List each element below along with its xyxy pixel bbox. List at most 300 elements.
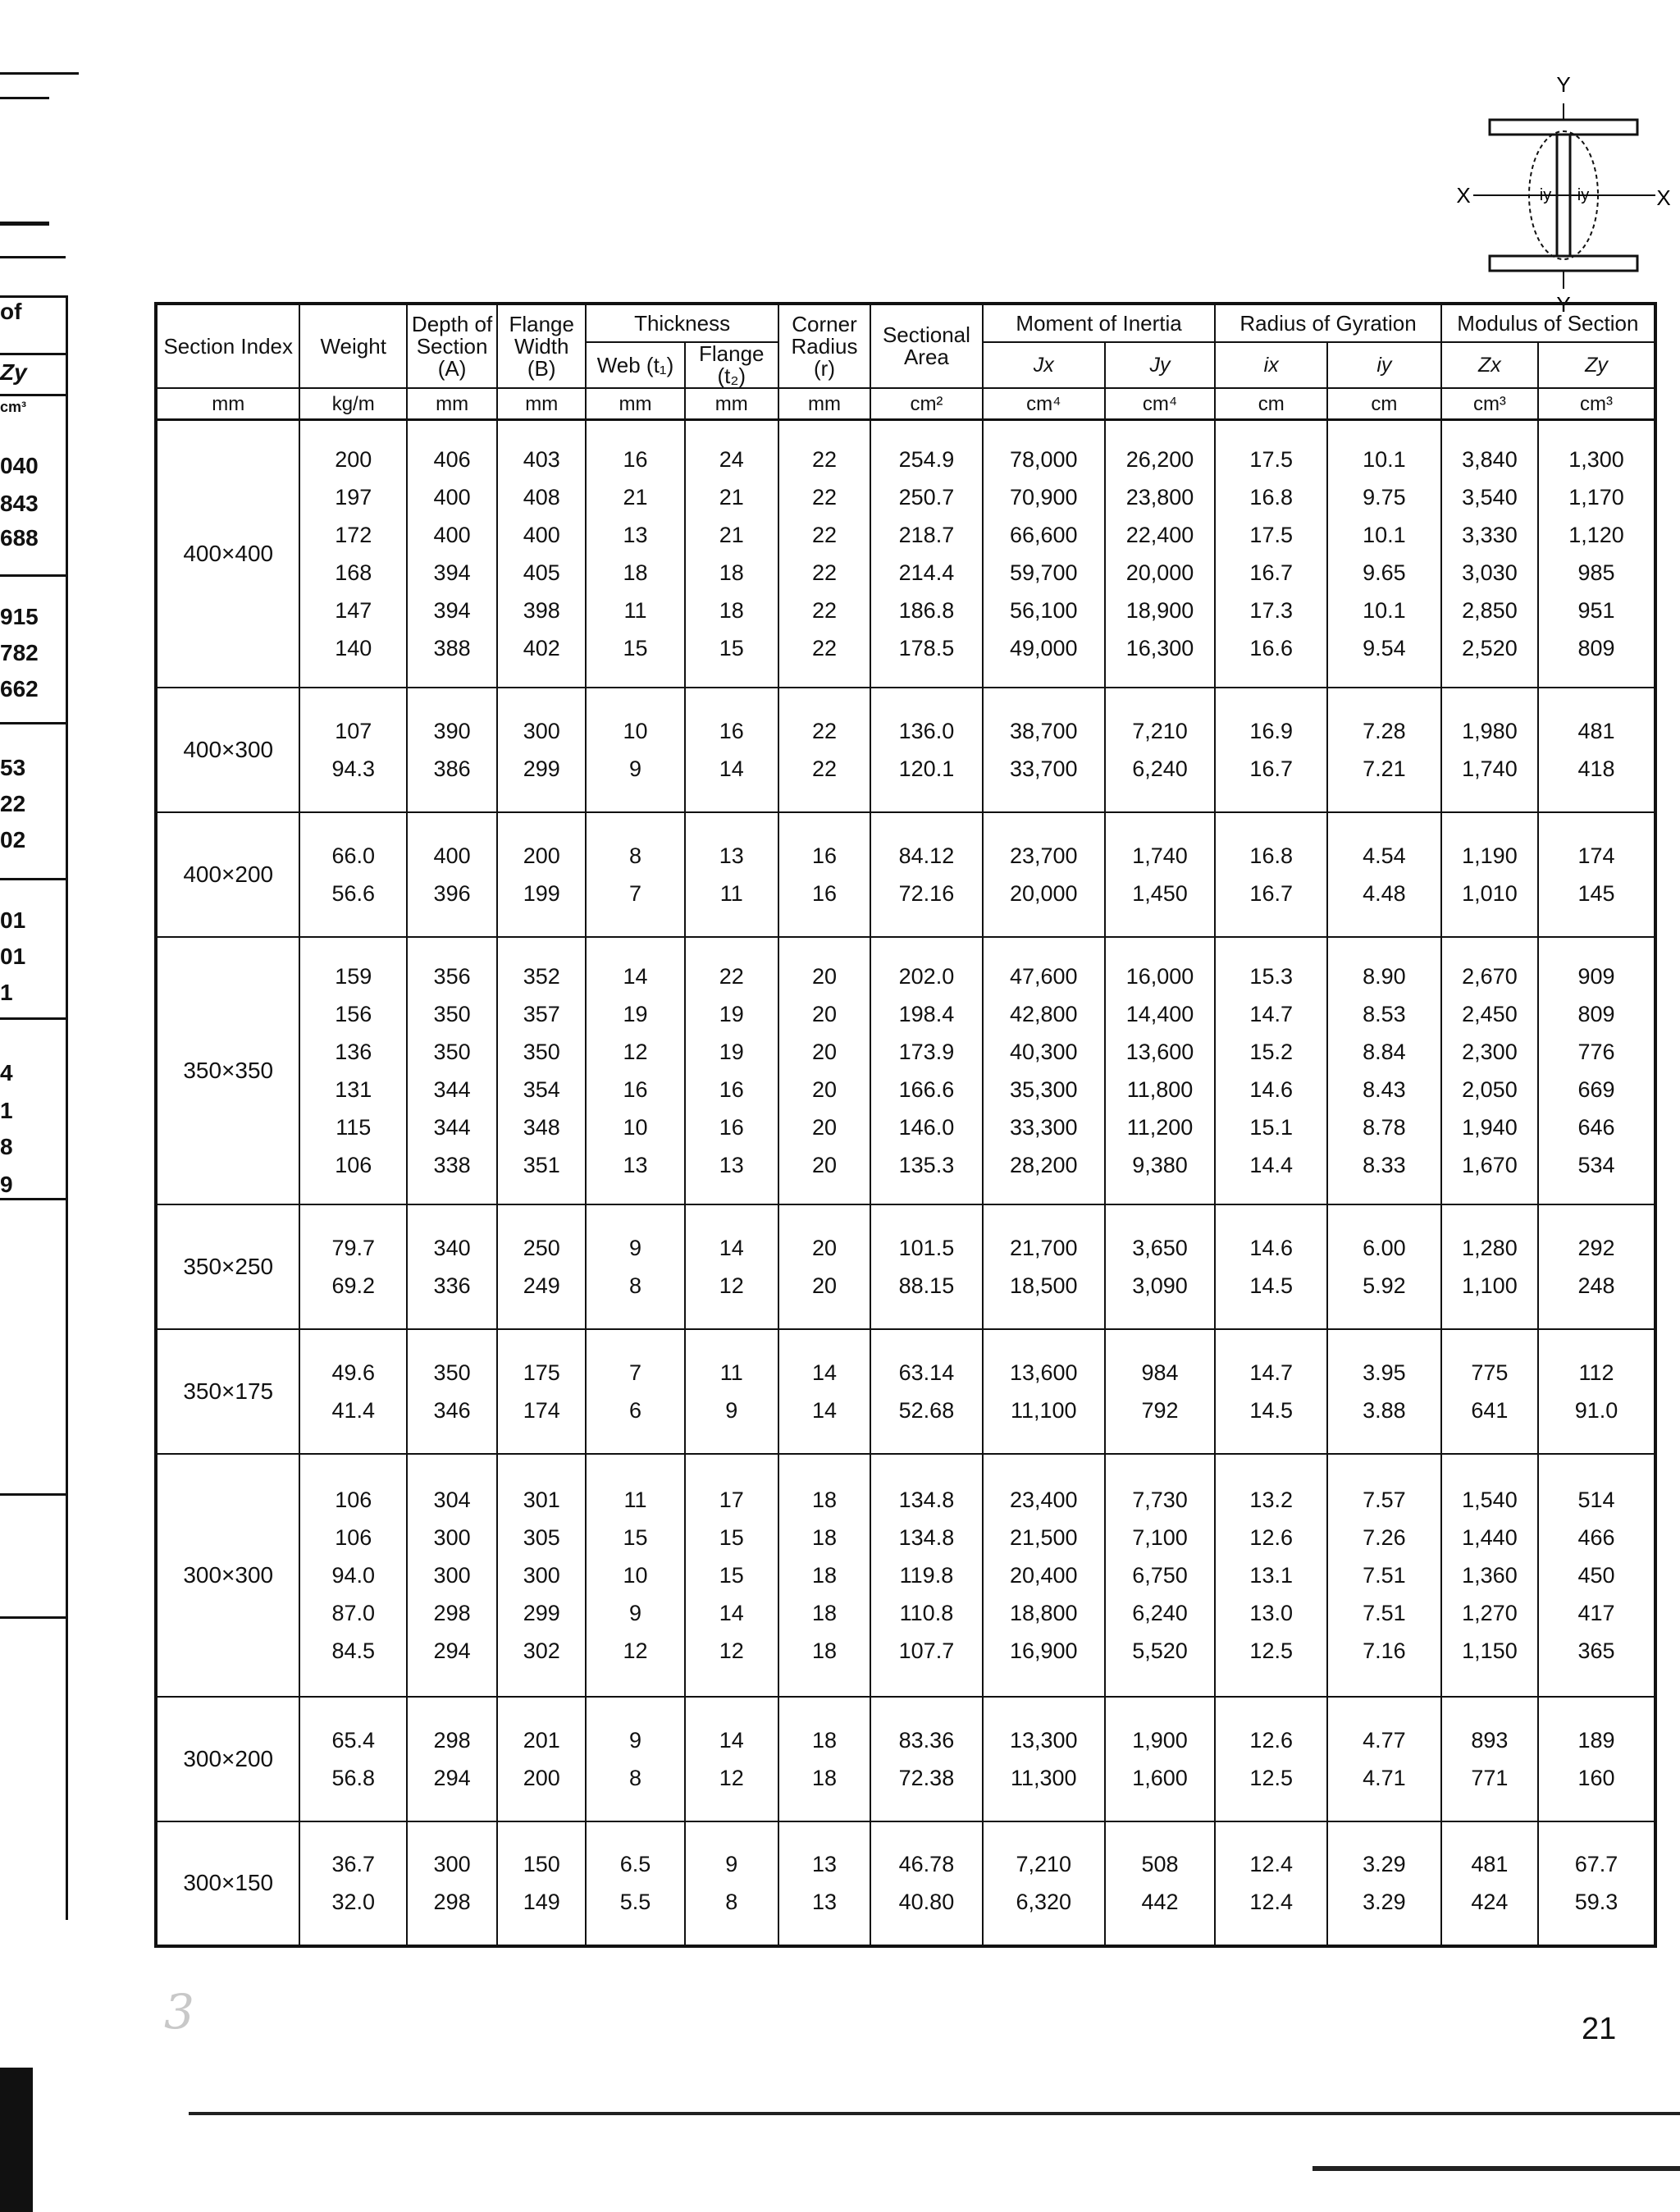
- value-corner-radius: 13: [811, 1890, 838, 1914]
- value-flange: 16: [719, 1114, 744, 1140]
- value-jx: 20,400: [1009, 1562, 1078, 1588]
- cell-web: [586, 812, 684, 937]
- value-web: 7: [628, 880, 641, 906]
- col-depth-line: (A): [437, 355, 467, 381]
- value-jx: 16,900: [1009, 1638, 1078, 1663]
- remnant-text: cm³: [0, 399, 27, 415]
- cell-zx: [1441, 1329, 1538, 1454]
- value-jx: 70,900: [1009, 484, 1078, 510]
- value-web: 8: [628, 843, 641, 868]
- value-weight: 136: [335, 1039, 372, 1064]
- remnant-text: 53: [0, 755, 26, 780]
- value-flange-width: 350: [523, 1039, 560, 1064]
- col-modulus-of-section: [1441, 304, 1655, 342]
- value-area: 63.14: [898, 1360, 955, 1385]
- value-weight: 159: [335, 963, 372, 989]
- value-flange-width: 301: [523, 1487, 560, 1512]
- value-flange: 9: [725, 1852, 738, 1876]
- col-sectional-area: [870, 304, 983, 388]
- iy-label-left: iy: [1539, 186, 1552, 204]
- section-index-cell: 400×300: [156, 688, 299, 812]
- value-depth: 300: [433, 1524, 471, 1550]
- value-flange-width: 200: [523, 1765, 560, 1790]
- remnant-text: Zy: [0, 359, 27, 385]
- value-zx: 1,280: [1462, 1235, 1518, 1260]
- table-row: [156, 1329, 1655, 1454]
- col-flange-width-line: (B): [527, 355, 556, 381]
- cell-jy: [1105, 688, 1216, 812]
- col-corner-radius-line: Radius: [791, 333, 858, 359]
- value-weight: 87.0: [331, 1600, 375, 1625]
- cell-corner-radius: [778, 1204, 870, 1329]
- cell-depth: [407, 812, 497, 937]
- value-zx: 2,450: [1462, 1001, 1518, 1026]
- cell-iy: [1327, 937, 1441, 1204]
- value-weight: 69.2: [331, 1273, 375, 1298]
- cell-zy: [1538, 420, 1655, 688]
- remnant-text: 02: [0, 827, 26, 852]
- col-flange-line: (t₂): [717, 363, 746, 388]
- table-row: [156, 1697, 1655, 1821]
- unit-cell: mm: [156, 388, 299, 420]
- cell-area: [870, 688, 983, 812]
- value-iy: 7.57: [1363, 1487, 1406, 1512]
- value-weight: 140: [335, 635, 372, 660]
- value-flange: 14: [719, 1235, 744, 1260]
- value-area: 84.12: [898, 843, 955, 868]
- value-flange-width: 150: [523, 1852, 560, 1876]
- col-modulus-line: Modulus of: [1457, 310, 1562, 336]
- value-ix: 14.6: [1249, 1235, 1293, 1260]
- cell-zy: [1538, 812, 1655, 937]
- value-flange: 18: [719, 597, 744, 623]
- cell-area: [870, 812, 983, 937]
- value-zx: 2,670: [1462, 963, 1518, 989]
- cell-iy: [1327, 1454, 1441, 1697]
- value-corner-radius: 20: [811, 1152, 838, 1177]
- value-zy: 985: [1577, 560, 1615, 585]
- unit-cell: cm: [1327, 388, 1441, 420]
- remnant-text: 843: [0, 491, 39, 516]
- value-corner-radius: 18: [811, 1487, 838, 1512]
- value-depth: 338: [433, 1152, 471, 1177]
- col-jx: Jx: [983, 342, 1105, 388]
- value-corner-radius: 20: [811, 1114, 838, 1140]
- remnant-text: 915: [0, 604, 39, 629]
- value-jx: 13,300: [1009, 1727, 1078, 1753]
- col-weight: Weight: [299, 304, 407, 388]
- value-area: 136.0: [898, 718, 955, 743]
- value-corner-radius: 16: [811, 880, 838, 906]
- value-web: 6.5: [619, 1852, 651, 1876]
- value-ix: 13.0: [1249, 1600, 1293, 1625]
- value-zx: 775: [1471, 1360, 1509, 1385]
- value-corner-radius: 20: [811, 1076, 838, 1102]
- value-jy: 1,600: [1132, 1765, 1188, 1790]
- value-jy: 20,000: [1125, 560, 1194, 585]
- value-iy: 5.92: [1363, 1273, 1406, 1298]
- value-web: 9: [628, 1727, 641, 1753]
- cell-corner-radius: [778, 1329, 870, 1454]
- value-jx: 18,800: [1009, 1600, 1078, 1625]
- cell-zy: [1538, 1329, 1655, 1454]
- value-web: 19: [623, 1001, 648, 1026]
- value-flange: 19: [719, 1001, 744, 1026]
- value-zx: 2,520: [1462, 635, 1518, 660]
- cell-jx: [983, 1821, 1105, 1946]
- value-jy: 1,450: [1132, 880, 1188, 906]
- value-corner-radius: 18: [811, 1562, 838, 1588]
- cell-flange: [685, 1329, 778, 1454]
- cell-corner-radius: [778, 812, 870, 937]
- h-beam-properties-table: [154, 302, 1657, 1948]
- value-jy: 16,300: [1125, 635, 1194, 660]
- value-zy: 646: [1577, 1114, 1615, 1140]
- value-zy: 809: [1577, 635, 1615, 660]
- value-zx: 1,190: [1462, 843, 1518, 868]
- value-jy: 6,240: [1132, 756, 1188, 781]
- value-jx: 47,600: [1009, 963, 1078, 989]
- cell-iy: [1327, 420, 1441, 688]
- value-zx: 1,740: [1462, 756, 1518, 781]
- value-jy: 11,800: [1126, 1076, 1194, 1102]
- value-weight: 84.5: [331, 1638, 375, 1663]
- value-web: 10: [623, 718, 648, 743]
- value-flange: 15: [719, 1562, 744, 1588]
- col-flange-width-line: Width: [514, 333, 569, 359]
- value-flange: 19: [719, 1039, 744, 1064]
- unit-cell: mm: [685, 388, 778, 420]
- axis-label-x-left: X: [1456, 183, 1471, 208]
- value-jy: 16,000: [1125, 963, 1194, 989]
- cell-ix: [1215, 420, 1327, 688]
- value-area: 120.1: [898, 756, 955, 781]
- value-jx: 33,700: [1009, 756, 1078, 781]
- cell-depth: [407, 1697, 497, 1821]
- value-iy: 3.88: [1363, 1397, 1406, 1423]
- value-ix: 14.7: [1249, 1360, 1293, 1385]
- cell-iy: [1327, 1204, 1441, 1329]
- value-iy: 7.28: [1363, 718, 1406, 743]
- handwritten-note: 3: [164, 1984, 198, 2040]
- cell-web: [586, 937, 684, 1204]
- value-flange-width: 299: [523, 756, 560, 781]
- value-zx: 1,670: [1462, 1152, 1518, 1177]
- value-zy: 145: [1577, 880, 1615, 906]
- value-area: 72.16: [898, 880, 955, 906]
- value-iy: 4.48: [1363, 880, 1406, 906]
- value-zy: 951: [1577, 597, 1615, 623]
- value-weight: 106: [335, 1487, 372, 1512]
- value-ix: 14.5: [1249, 1273, 1293, 1298]
- unit-cell: mm: [778, 388, 870, 420]
- value-flange-width: 352: [523, 963, 560, 989]
- value-zy: 112: [1578, 1360, 1614, 1385]
- cell-web: [586, 420, 684, 688]
- table-row: [156, 688, 1655, 812]
- value-area: 254.9: [898, 446, 955, 472]
- value-jx: 6,320: [1016, 1890, 1072, 1914]
- cell-zy: [1538, 1204, 1655, 1329]
- value-weight: 56.8: [331, 1765, 375, 1790]
- cell-jx: [983, 420, 1105, 688]
- value-corner-radius: 22: [811, 560, 838, 585]
- value-jx: 21,700: [1009, 1235, 1078, 1260]
- value-weight: 115: [336, 1114, 372, 1140]
- value-weight: 197: [335, 484, 372, 510]
- value-jx: 42,800: [1009, 1001, 1078, 1026]
- cell-iy: [1327, 688, 1441, 812]
- cell-flange-width: [497, 420, 586, 688]
- value-depth: 298: [433, 1600, 471, 1625]
- value-jy: 6,240: [1132, 1600, 1188, 1625]
- value-zx: 2,050: [1462, 1076, 1518, 1102]
- cell-zx: [1441, 1454, 1538, 1697]
- value-weight: 66.0: [331, 843, 375, 868]
- axis-label-y-top: Y: [1556, 74, 1571, 97]
- value-jy: 442: [1141, 1890, 1179, 1914]
- value-area: 134.8: [898, 1487, 955, 1512]
- value-web: 11: [623, 597, 647, 623]
- value-flange: 15: [719, 1524, 744, 1550]
- value-jx: 66,600: [1009, 522, 1078, 547]
- value-flange-width: 300: [523, 1562, 560, 1588]
- value-depth: 350: [433, 1360, 471, 1385]
- value-flange-width: 354: [523, 1076, 560, 1102]
- col-flange: [685, 342, 778, 388]
- value-ix: 12.5: [1249, 1638, 1293, 1663]
- value-ix: 16.8: [1249, 843, 1293, 868]
- value-corner-radius: 20: [811, 1273, 838, 1298]
- value-weight: 32.0: [331, 1890, 375, 1914]
- value-jx: 11,100: [1010, 1397, 1077, 1423]
- value-corner-radius: 18: [811, 1600, 838, 1625]
- axis-label-x-right: X: [1656, 185, 1671, 210]
- value-zy: 669: [1577, 1076, 1615, 1102]
- value-iy: 10.1: [1363, 446, 1406, 472]
- value-depth: 300: [433, 1562, 471, 1588]
- value-corner-radius: 20: [811, 1039, 838, 1064]
- cell-jy: [1105, 1697, 1216, 1821]
- value-iy: 7.26: [1363, 1524, 1406, 1550]
- cell-corner-radius: [778, 937, 870, 1204]
- cell-iy: [1327, 1821, 1441, 1946]
- cell-ix: [1215, 1204, 1327, 1329]
- cell-weight: [299, 420, 407, 688]
- cell-iy: [1327, 1329, 1441, 1454]
- cell-weight: [299, 1204, 407, 1329]
- cell-ix: [1215, 937, 1327, 1204]
- value-zy: 418: [1577, 756, 1615, 781]
- cell-weight: [299, 1697, 407, 1821]
- value-iy: 6.00: [1363, 1235, 1406, 1260]
- unit-cell: cm²: [870, 388, 983, 420]
- value-flange-width: 400: [523, 522, 560, 547]
- value-zx: 3,540: [1462, 484, 1518, 510]
- col-ix: ix: [1215, 342, 1327, 388]
- cell-corner-radius: [778, 1821, 870, 1946]
- col-corner-radius: [778, 304, 870, 388]
- unit-cell: mm: [497, 388, 586, 420]
- cell-area: [870, 1697, 983, 1821]
- value-iy: 4.77: [1363, 1727, 1406, 1753]
- value-ix: 15.2: [1249, 1039, 1293, 1064]
- value-flange: 11: [719, 880, 743, 906]
- col-moment-line: Moment of: [1016, 310, 1117, 336]
- value-zx: 3,030: [1462, 560, 1518, 585]
- value-web: 16: [623, 1076, 648, 1102]
- value-depth: 346: [433, 1397, 471, 1423]
- value-zy: 776: [1577, 1039, 1615, 1064]
- value-jx: 23,400: [1009, 1487, 1078, 1512]
- value-corner-radius: 22: [811, 756, 838, 781]
- cell-web: [586, 1454, 684, 1697]
- value-flange: 17: [719, 1487, 744, 1512]
- col-radius-of-gyration: [1215, 304, 1440, 342]
- value-weight: 36.7: [331, 1852, 375, 1876]
- cell-flange-width: [497, 812, 586, 937]
- value-jx: 35,300: [1009, 1076, 1078, 1102]
- remnant-text: 4: [0, 1060, 13, 1085]
- value-flange-width: 402: [523, 635, 560, 660]
- value-zy: 189: [1577, 1727, 1615, 1753]
- cell-jy: [1105, 420, 1216, 688]
- value-depth: 396: [433, 880, 471, 906]
- value-iy: 8.43: [1363, 1076, 1406, 1102]
- value-jy: 11,200: [1126, 1114, 1194, 1140]
- cell-weight: [299, 812, 407, 937]
- cell-flange: [685, 1821, 778, 1946]
- value-depth: 344: [433, 1114, 471, 1140]
- col-flange-line: Flange: [699, 341, 765, 366]
- value-area: 46.78: [898, 1852, 955, 1876]
- col-moment-of-inertia: [983, 304, 1216, 342]
- col-flange-width-line: Flange: [509, 311, 574, 336]
- value-flange-width: 299: [523, 1600, 560, 1625]
- cell-zx: [1441, 420, 1538, 688]
- value-flange: 11: [719, 1360, 743, 1385]
- value-area: 202.0: [898, 963, 955, 989]
- col-gyration-line: Gyration: [1335, 310, 1417, 336]
- col-corner-radius-line: Corner: [792, 311, 857, 336]
- value-zy: 91.0: [1574, 1397, 1618, 1423]
- value-flange: 8: [725, 1890, 738, 1914]
- cell-corner-radius: [778, 1697, 870, 1821]
- value-flange-width: 200: [523, 843, 560, 868]
- cell-area: [870, 1329, 983, 1454]
- value-web: 10: [623, 1562, 648, 1588]
- value-depth: 394: [433, 597, 471, 623]
- value-web: 12: [623, 1039, 648, 1064]
- value-flange-width: 348: [523, 1114, 560, 1140]
- table-row: [156, 937, 1655, 1204]
- unit-cell: cm³: [1441, 388, 1538, 420]
- remnant-text: 662: [0, 676, 39, 702]
- value-weight: 94.3: [331, 756, 375, 781]
- cell-ix: [1215, 812, 1327, 937]
- value-web: 14: [623, 963, 648, 989]
- remnant-text: 1: [0, 1098, 13, 1123]
- value-flange-width: 351: [523, 1152, 560, 1177]
- value-area: 119.8: [899, 1562, 954, 1588]
- cell-jx: [983, 812, 1105, 937]
- value-jy: 7,100: [1132, 1524, 1188, 1550]
- value-ix: 14.4: [1249, 1152, 1293, 1177]
- value-corner-radius: 14: [811, 1397, 838, 1423]
- value-flange-width: 149: [523, 1890, 560, 1914]
- cell-zy: [1538, 688, 1655, 812]
- value-corner-radius: 18: [811, 1638, 838, 1663]
- value-corner-radius: 20: [811, 963, 838, 989]
- value-depth: 350: [433, 1039, 471, 1064]
- col-corner-radius-line: (r): [814, 355, 835, 381]
- table-row: [156, 1454, 1655, 1697]
- value-jx: 18,500: [1009, 1273, 1078, 1298]
- value-area: 214.4: [898, 560, 955, 585]
- value-ix: 12.6: [1249, 1524, 1293, 1550]
- col-modulus-line: Section: [1567, 310, 1639, 336]
- value-weight: 106: [335, 1524, 372, 1550]
- remnant-text: 01: [0, 907, 26, 933]
- cell-jy: [1105, 1821, 1216, 1946]
- value-zx: 2,850: [1462, 597, 1518, 623]
- value-web: 15: [623, 635, 648, 660]
- value-flange-width: 174: [523, 1397, 560, 1423]
- unit-cell: cm: [1215, 388, 1327, 420]
- value-jy: 9,380: [1132, 1152, 1188, 1177]
- value-zy: 1,170: [1568, 484, 1624, 510]
- cell-iy: [1327, 1697, 1441, 1821]
- col-web: [586, 342, 684, 388]
- value-zy: 67.7: [1574, 1852, 1618, 1876]
- value-jy: 984: [1141, 1360, 1179, 1385]
- value-weight: 49.6: [331, 1360, 375, 1385]
- cell-zx: [1441, 937, 1538, 1204]
- value-jx: 13,600: [1009, 1360, 1078, 1385]
- value-zy: 534: [1577, 1152, 1615, 1177]
- value-area: 83.36: [898, 1727, 955, 1753]
- col-web-line: (t₁): [646, 352, 674, 377]
- value-zy: 450: [1577, 1562, 1615, 1588]
- value-flange-width: 405: [523, 560, 560, 585]
- section-index-cell: 350×175: [156, 1329, 299, 1454]
- col-depth-line: Depth: [411, 311, 469, 336]
- value-depth: 344: [433, 1076, 471, 1102]
- cell-jy: [1105, 812, 1216, 937]
- value-ix: 16.6: [1249, 635, 1293, 660]
- value-area: 88.15: [898, 1273, 955, 1298]
- value-iy: 8.90: [1363, 963, 1406, 989]
- value-area: 110.8: [899, 1600, 954, 1625]
- cell-ix: [1215, 688, 1327, 812]
- value-iy: 3.29: [1363, 1890, 1406, 1914]
- value-depth: 394: [433, 560, 471, 585]
- cell-depth: [407, 1821, 497, 1946]
- value-zy: 417: [1577, 1600, 1615, 1625]
- value-jx: 59,700: [1009, 560, 1078, 585]
- value-depth: 304: [433, 1487, 471, 1512]
- unit-cell: mm: [586, 388, 684, 420]
- cell-jy: [1105, 937, 1216, 1204]
- value-ix: 16.7: [1249, 756, 1293, 781]
- cell-ix: [1215, 1454, 1327, 1697]
- table-row: [156, 420, 1655, 688]
- value-ix: 12.4: [1249, 1852, 1293, 1876]
- value-jy: 13,600: [1125, 1039, 1194, 1064]
- section-index-cell: 300×200: [156, 1697, 299, 1821]
- cell-web: [586, 1697, 684, 1821]
- value-zx: 1,010: [1462, 880, 1518, 906]
